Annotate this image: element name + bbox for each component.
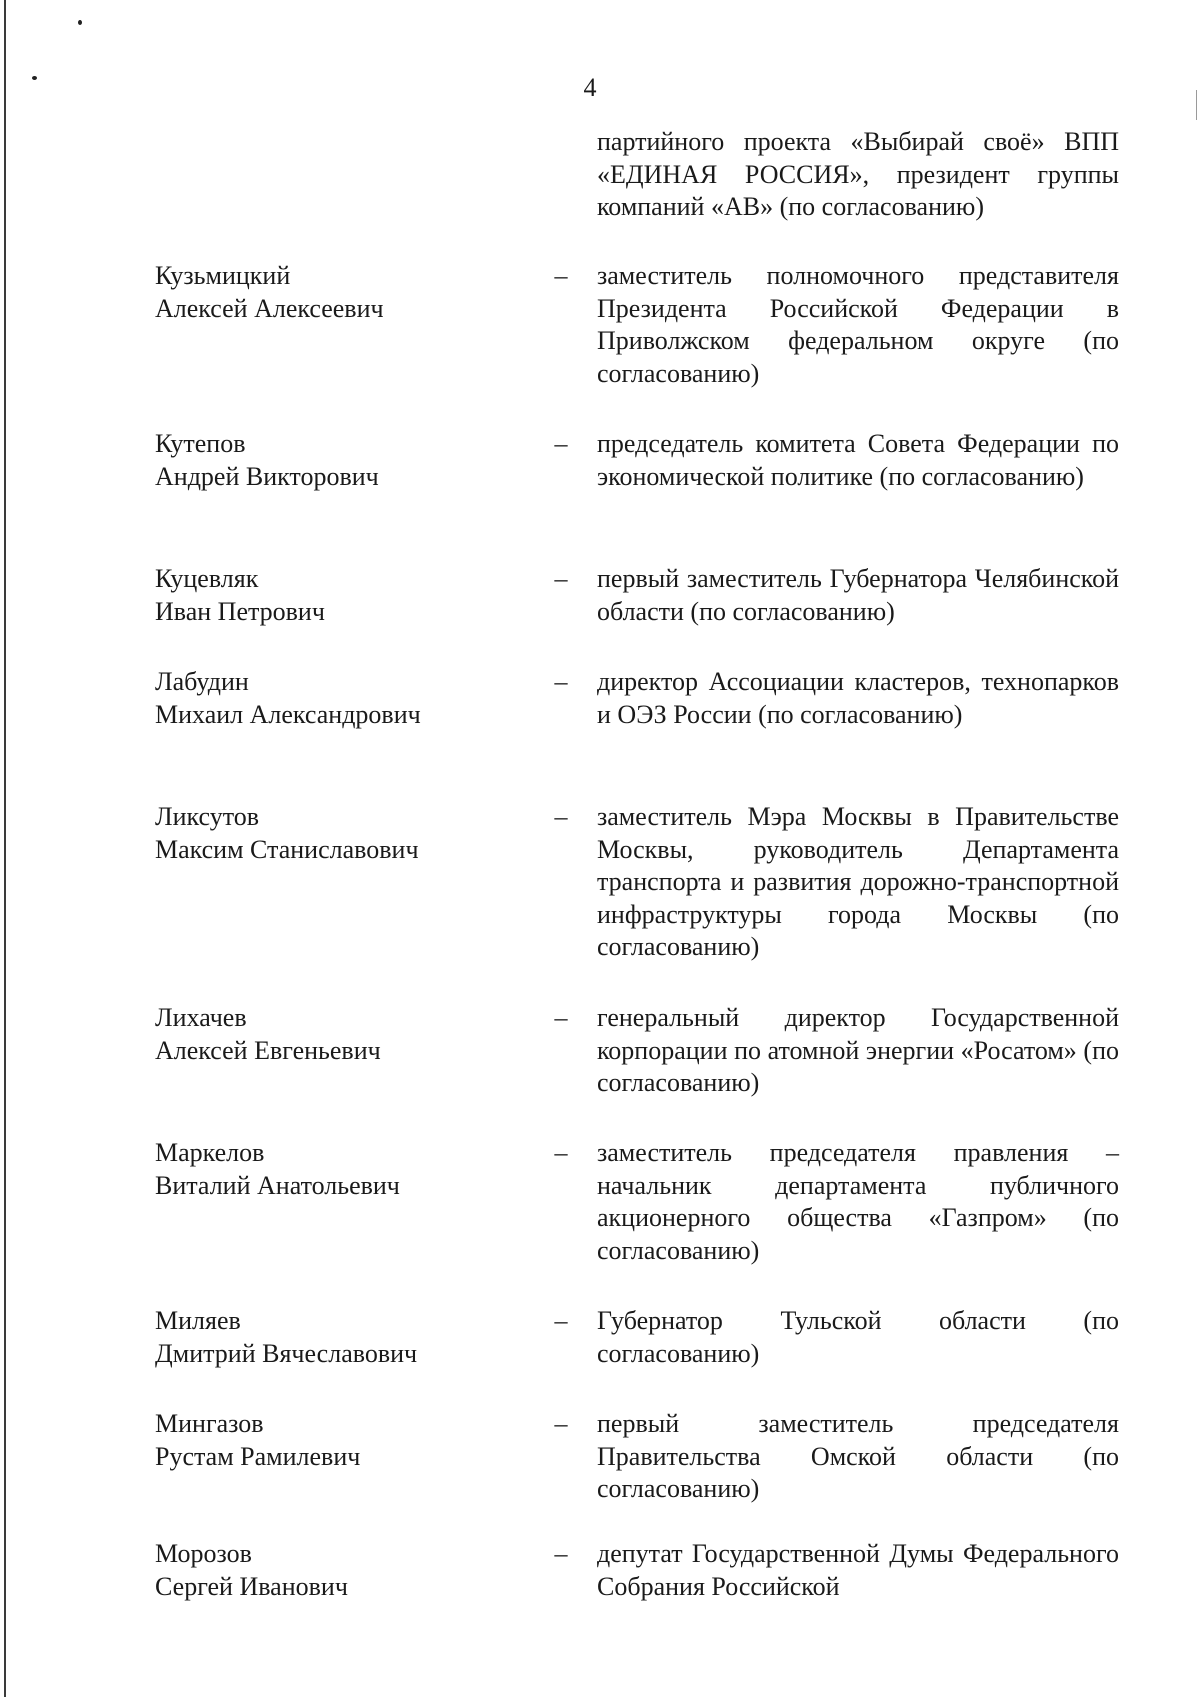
member-position: директор Ассоциации кластеров, технопарков и ОЭЗ России (по согласованию) (597, 667, 1119, 729)
member-surname: Кутепов (155, 429, 246, 458)
member-name (155, 666, 515, 731)
member-surname: Лабудин (155, 667, 249, 696)
dash-separator: – (554, 1138, 568, 1167)
dash-separator: – (554, 564, 568, 593)
dash-separator: – (554, 1003, 568, 1032)
member-surname: Кузьмицкий (155, 261, 291, 290)
member-position: заместитель председателя правления – начальник департамента публичного акционерного общества «Газпром» (по согласованию) (597, 1138, 1119, 1265)
member-given-names: Андрей Викторович (155, 461, 379, 491)
dash-separator: – (554, 1539, 568, 1568)
member-position: председатель комитета Совета Федерации по экономической политике (по согласованию) (597, 429, 1119, 491)
scan-left-edge (4, 0, 6, 1697)
member-name (155, 1305, 515, 1370)
member-given-names: Сергей Иванович (155, 1571, 348, 1601)
member-name (155, 1538, 515, 1603)
member-name (155, 563, 515, 628)
member-name (155, 801, 515, 866)
dash-separator: – (554, 429, 568, 458)
dash-separator: – (554, 667, 568, 696)
member-name (155, 1137, 515, 1202)
member-given-names: Иван Петрович (155, 596, 325, 626)
scan-speck (32, 76, 37, 80)
member-name (155, 1408, 515, 1473)
member-surname: Ликсутов (155, 802, 260, 831)
member-name (155, 260, 515, 325)
member-position: депутат Государственной Думы Федерального Собрания Российской (597, 1539, 1119, 1601)
member-position: первый заместитель Губернатора Челябинской области (по согласованию) (597, 564, 1119, 626)
dash-separator: – (554, 1306, 568, 1335)
member-surname: Миляев (155, 1306, 241, 1335)
member-name (155, 428, 515, 493)
member-surname: Морозов (155, 1539, 252, 1568)
scan-speck (78, 20, 82, 25)
dash-separator: – (554, 261, 568, 290)
member-given-names: Алексей Евгеньевич (155, 1035, 381, 1065)
member-given-names: Дмитрий Вячеславович (155, 1338, 418, 1368)
member-surname: Маркелов (155, 1138, 265, 1167)
member-given-names: Рустам Рамилевич (155, 1441, 361, 1471)
member-position: заместитель Мэра Москвы в Правительстве Москвы, руководитель Департамента транспорта и развития дорожно-транспортной инфраструктуры города Москвы (по согласованию) (597, 802, 1119, 961)
member-surname: Куцевляк (155, 564, 259, 593)
member-position: Губернатор Тульской области (по согласованию) (597, 1306, 1119, 1368)
member-surname: Мингазов (155, 1409, 264, 1438)
member-name (155, 1002, 515, 1067)
continuation-text: партийного проекта «Выбирай своё» ВПП «ЕДИНАЯ РОССИЯ», президент группы компаний «АВ» (по согласованию) (597, 127, 1119, 221)
member-position: заместитель полномочного представителя Президента Российской Федерации в Приволжском федеральном округе (по согласованию) (597, 261, 1119, 388)
dash-separator: – (554, 802, 568, 831)
member-position: генеральный директор Государственной корпорации по атомной энергии «Росатом» (по согласованию) (597, 1003, 1119, 1097)
scan-right-edge (1196, 90, 1197, 120)
member-given-names: Максим Станиславович (155, 834, 419, 864)
member-given-names: Алексей Алексеевич (155, 293, 384, 323)
member-given-names: Виталий Анатольевич (155, 1170, 400, 1200)
page-number: 4 (583, 73, 597, 102)
member-surname: Лихачев (155, 1003, 247, 1032)
dash-separator: – (554, 1409, 568, 1438)
member-position: первый заместитель председателя Правительства Омской области (по согласованию) (597, 1409, 1119, 1503)
member-given-names: Михаил Александрович (155, 699, 421, 729)
